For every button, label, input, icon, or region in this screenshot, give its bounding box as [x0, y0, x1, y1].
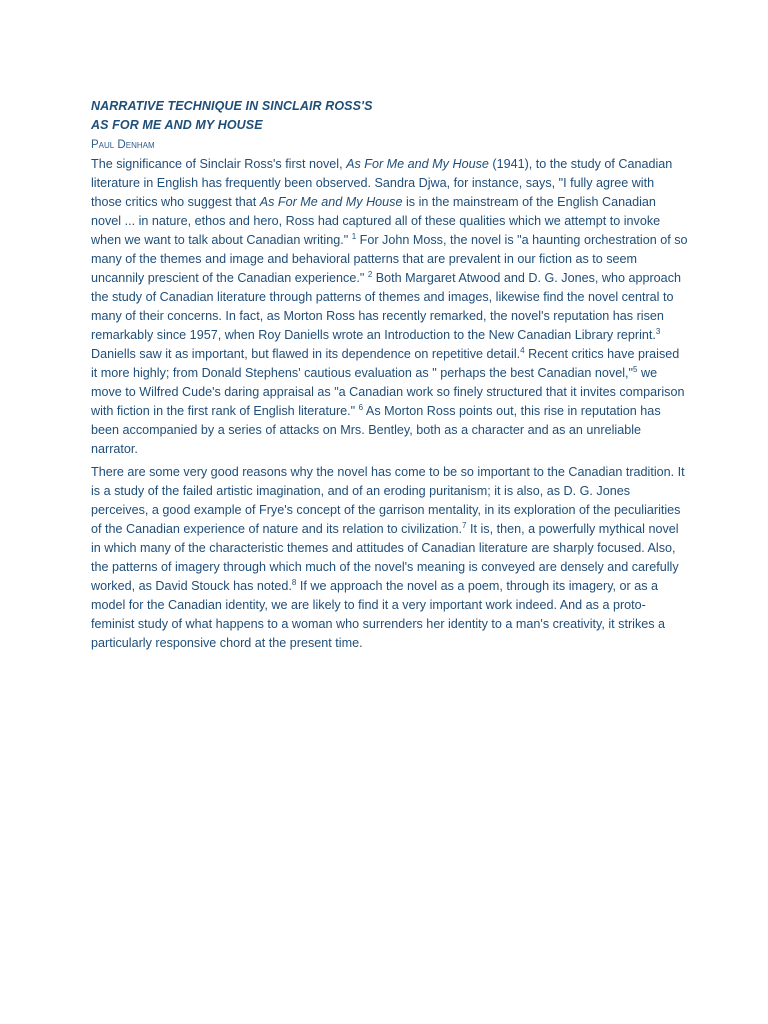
text-run: There are some very good reasons why the novel has come to be so important to the Canadian tradition. It is a study of the failed artistic imagination, and of an eroding puritanism; it is also, as D. G. Jones perceives, a good example of Frye's concept of the garrison mentality, in its exploration of the peculiarities of the Canadian experience of nature and its relation to civilization.	[91, 465, 685, 536]
text-run: Both Margaret Atwood and D. G. Jones, who approach the study of Canadian literature through patterns of themes and images, likewise find the novel central to many of their concerns. In fact, as Morton Ross has recently remarked, the novel's reputation has risen remarkably since 1957, when Roy Daniells wrote an Introduction to the New Canadian Library reprint.	[91, 271, 681, 342]
footnote-marker: 6	[358, 402, 364, 412]
footnote-marker: 8	[291, 577, 297, 587]
italic-title: As For Me and My House	[259, 195, 403, 209]
text-run: For John Moss, the novel is "a haunting orchestration of so many of the themes and image and behavioral patterns that are prevalent in our fiction as to seem uncannily prescient of the Canadian experience."	[91, 233, 688, 285]
body-text	[91, 155, 688, 653]
author-name: Paul Denham	[91, 139, 155, 151]
title-line-1: NARRATIVE TECHNIQUE IN SINCLAIR ROSS'S	[91, 99, 373, 113]
footnote-marker: 2	[367, 269, 373, 279]
body-paragraph	[91, 463, 688, 653]
text-run: Recent critics have praised it more highly; from Donald Stephens' cautious evaluation as " perhaps the best Canadian novel,"	[91, 347, 680, 380]
text-run: (1941), to the study of Canadian literature in English has frequently been observed. Sandra Djwa, for instance, says, "I fully agree with those critics who suggest that	[91, 157, 673, 209]
text-run: is in the mainstream of the English Canadian novel ... in nature, ethos and hero, Ross had captured all of these qualities which we attempt to invoke when we want to talk about Canadian writing."	[91, 195, 661, 247]
text-run: If we approach the novel as a poem, through its imagery, or as a model for the Canadian identity, we are likely to find it a very important work indeed. And as a proto-feminist study of what happens to a woman who surrenders her identity to a man's creativity, it strikes a particularly responsive chord at the present time.	[91, 579, 666, 650]
text-run: The significance of Sinclair Ross's first novel,	[91, 157, 347, 171]
italic-title: As For Me and My House	[346, 157, 489, 171]
text-run: we move to Wilfred Cude's daring appraisal as "a Canadian work so finely structured that it invites comparison with fiction in the first rank of English literature."	[91, 366, 685, 418]
footnote-marker: 7	[462, 520, 467, 530]
footnote-marker: 1	[351, 231, 357, 241]
footnote-marker: 3	[655, 326, 661, 336]
title-line-2: AS FOR ME AND MY HOUSE	[91, 118, 263, 132]
text-run: As Morton Ross points out, this rise in reputation has been accompanied by a series of attacks on Mrs. Bentley, both as a character and as an unreliable narrator.	[91, 404, 661, 456]
footnote-marker: 4	[520, 345, 525, 355]
text-run: Daniells saw it as important, but flawed in its dependence on repetitive detail.	[91, 347, 521, 361]
footnote-marker: 5	[633, 364, 638, 374]
text-run: It is, then, a powerfully mythical novel in which many of the characteristic themes and attitudes of Canadian literature are sharply focused. Also, the patterns of imagery through which much of the novel's meaning is conveyed are densely and carefully worked, as David Stouck has noted.	[91, 522, 679, 593]
body-paragraph	[91, 155, 688, 459]
